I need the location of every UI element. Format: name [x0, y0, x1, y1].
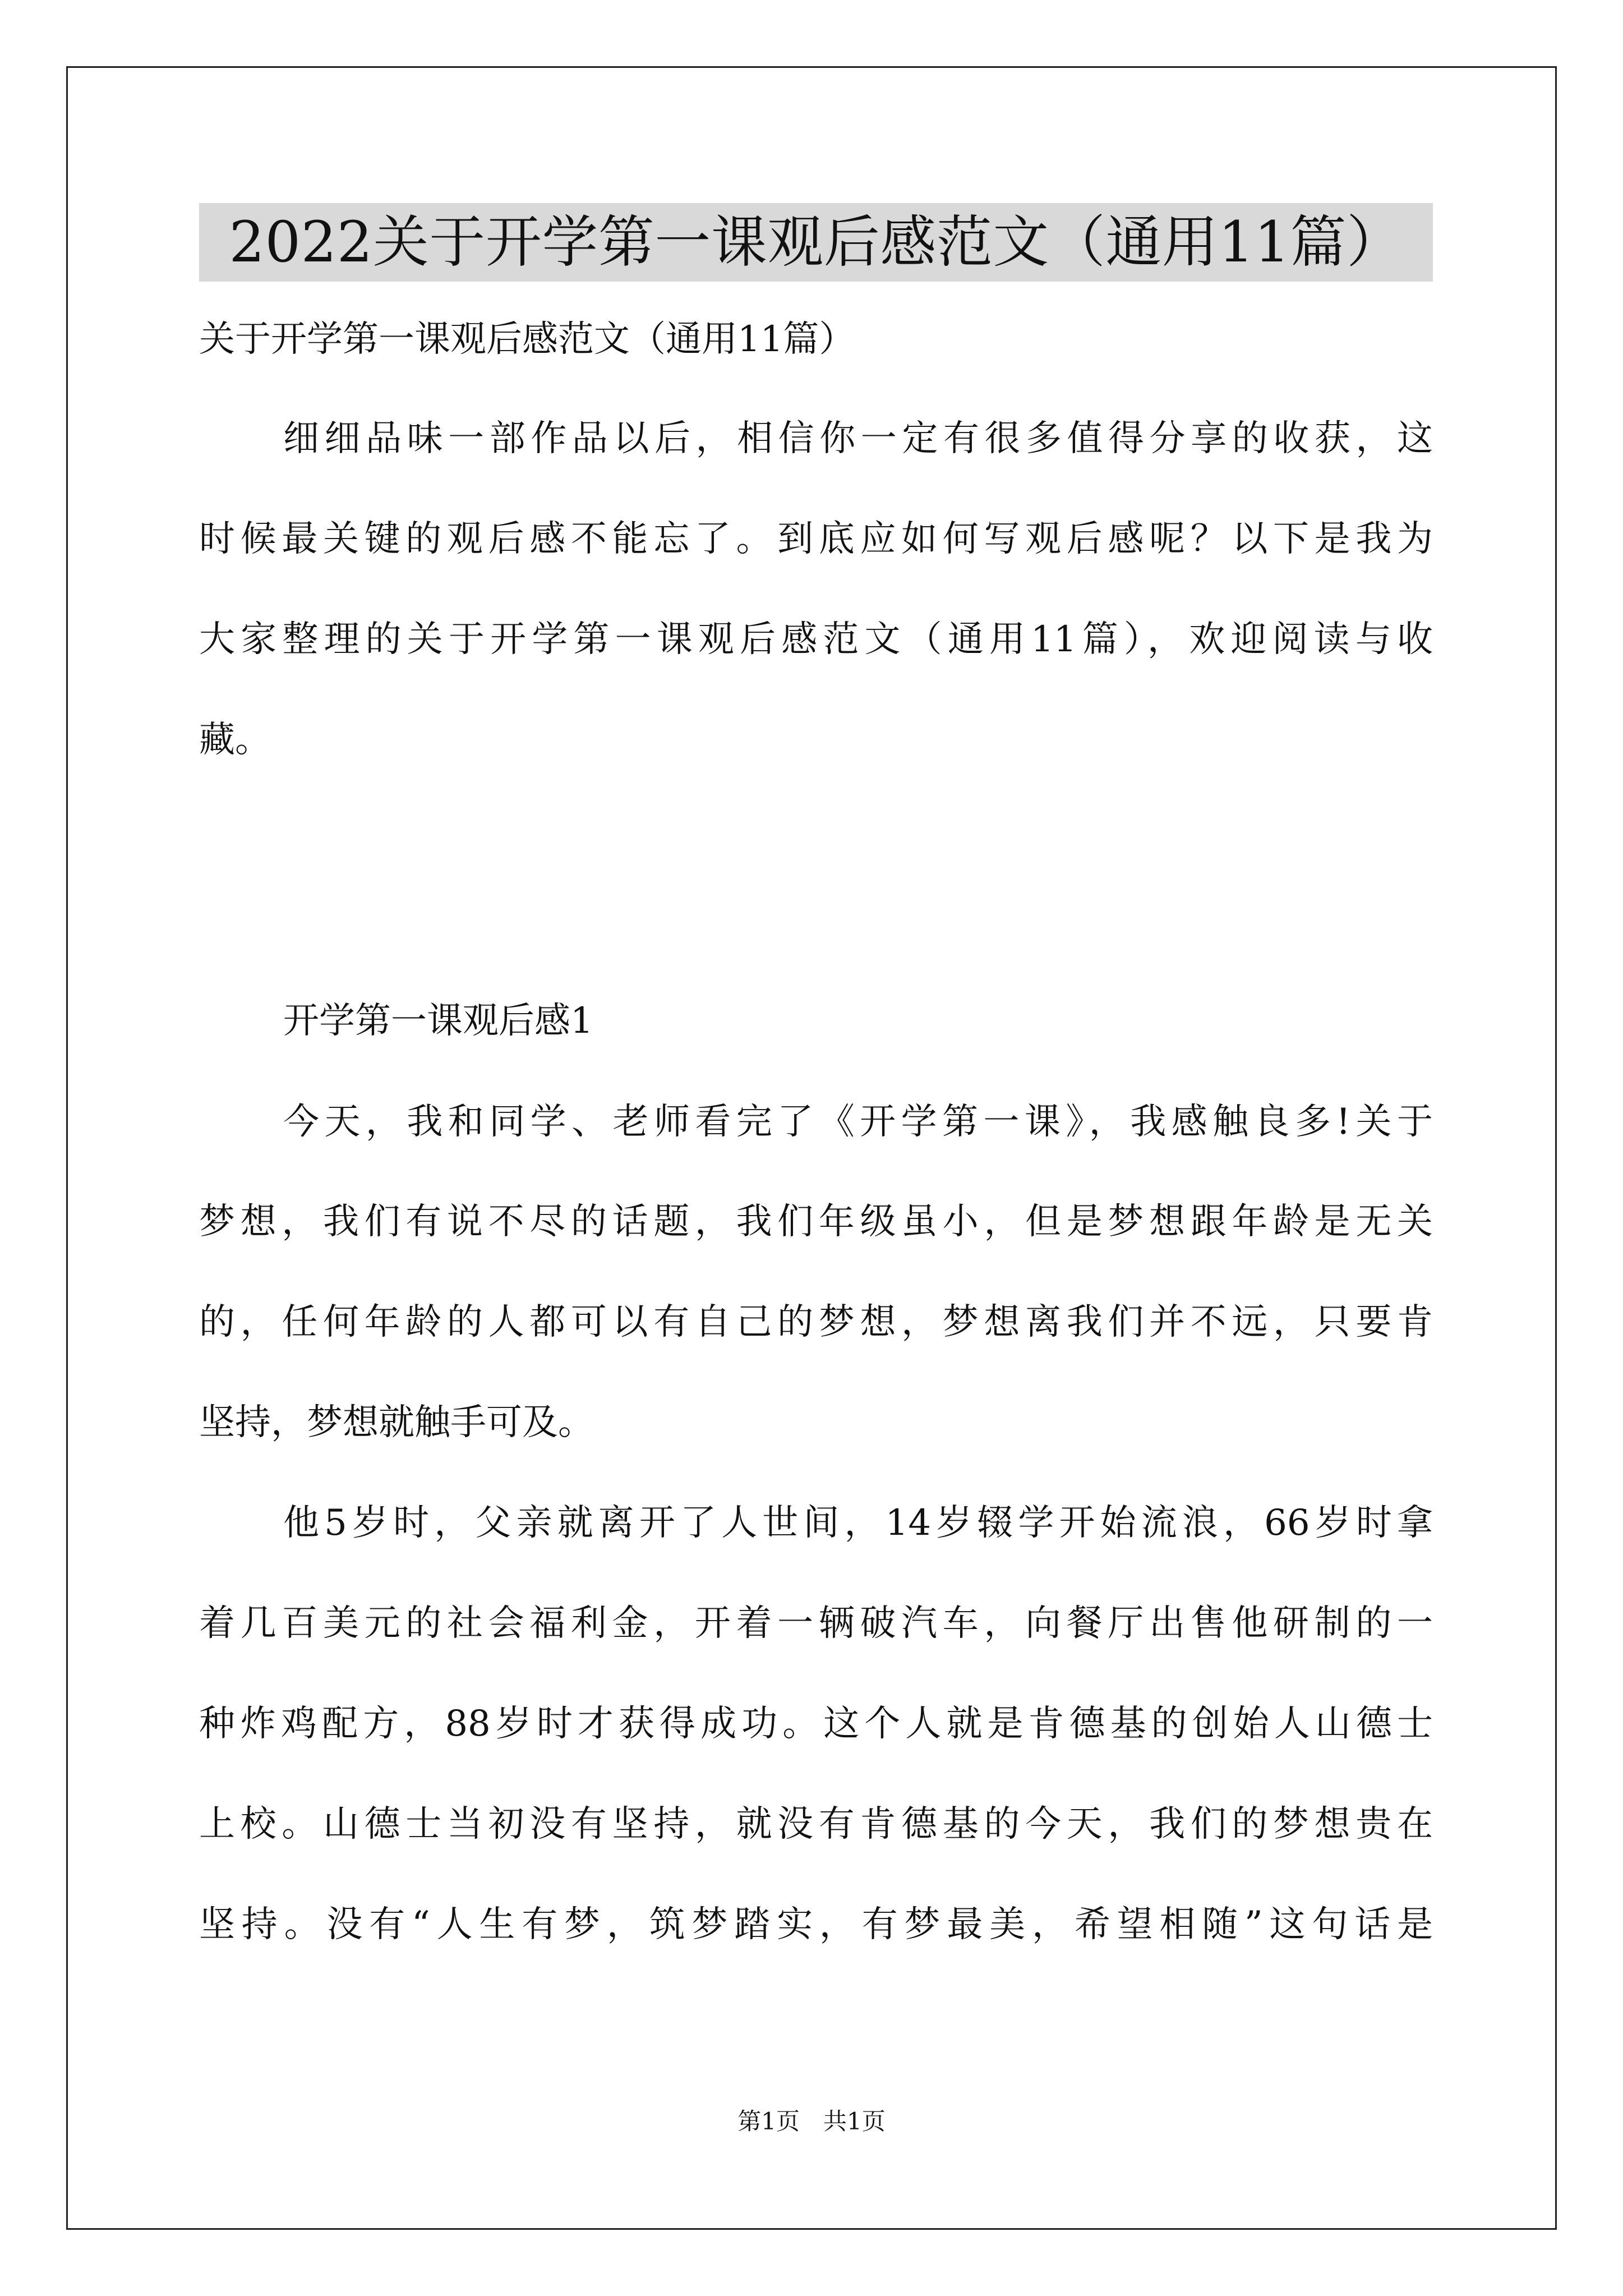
- intro-line: 大家整理的关于开学第一课观后感范文（通用11篇），欢迎阅读与收: [199, 619, 1433, 660]
- document-title: 2022关于开学第一课观后感范文（通用11篇）: [229, 209, 1403, 275]
- paragraph-line: 今天，我和同学、老师看完了《开学第一课》，我感触良多!关于: [283, 1101, 1433, 1143]
- paragraph-line: 坚持，梦想就触手可及。: [199, 1402, 594, 1443]
- page-footer: 第1页 共1页: [737, 2108, 886, 2135]
- intro-line: 细细品味一部作品以后，相信你一定有很多值得分享的收获，这: [283, 418, 1433, 459]
- paragraph-line: 着几百美元的社会福利金，开着一辆破汽车，向餐厅出售他研制的一: [199, 1603, 1433, 1644]
- section-heading: 开学第一课观后感1: [283, 1000, 593, 1042]
- intro-line: 藏。: [199, 719, 271, 761]
- intro-line: 时候最关键的观后感不能忘了。到底应如何写观后感呢？以下是我为: [199, 518, 1433, 560]
- document-subtitle: 关于开学第一课观后感范文（通用11篇）: [199, 319, 855, 360]
- paragraph-line: 他5岁时，父亲就离开了人世间，14岁辍学开始流浪，66岁时拿: [283, 1502, 1433, 1544]
- paragraph-line: 上校。山德士当初没有坚持，就没有肯德基的今天，我们的梦想贵在: [199, 1803, 1433, 1845]
- title-highlight: [199, 203, 1433, 282]
- paragraph-line: 种炸鸡配方，88岁时才获得成功。这个人就是肯德基的创始人山德士: [199, 1703, 1433, 1745]
- paragraph-line: 的，任何年龄的人都可以有自己的梦想，梦想离我们并不远，只要肯: [199, 1301, 1433, 1343]
- paragraph-line: 梦想，我们有说不尽的话题，我们年级虽小，但是梦想跟年龄是无关: [199, 1201, 1433, 1243]
- paragraph-line: 坚持。没有“人生有梦，筑梦踏实，有梦最美，希望相随”这句话是: [199, 1904, 1433, 1945]
